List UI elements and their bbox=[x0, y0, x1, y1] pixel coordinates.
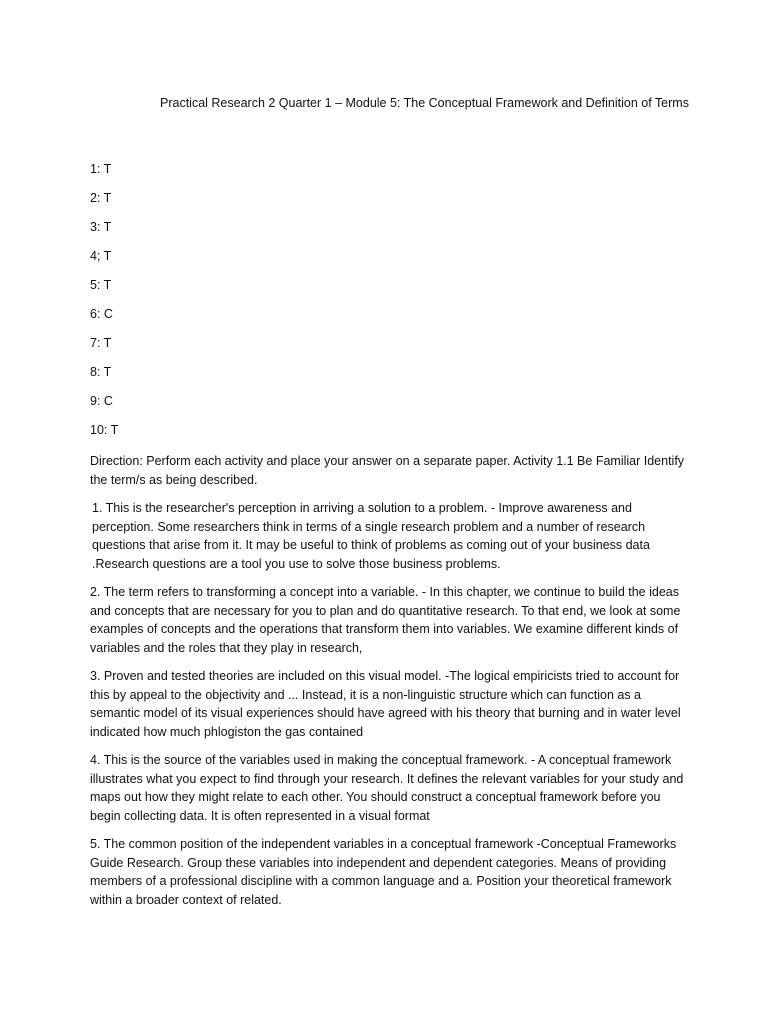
question-text: 1. This is the researcher's perception in arriving a solution to a problem. - Improve awareness and perception. Some researchers think in terms of a single research problem and a number of research questions that arise from it. It may be useful to think of problems as coming out of your business data .Research questions are a tool you use to solve those business problems. bbox=[92, 501, 650, 571]
document-title: Practical Research 2 Quarter 1 – Module 5: The Conceptual Framework and Definition of Terms bbox=[160, 96, 689, 110]
question-item bbox=[90, 583, 690, 657]
answer-item: 7: T bbox=[90, 336, 112, 350]
question-item bbox=[90, 751, 690, 825]
answer-item: 2: T bbox=[90, 191, 112, 205]
answer-item: 10: T bbox=[90, 423, 119, 437]
activity-direction: Direction: Perform each activity and place your answer on a separate paper. Activity 1.1 Be Familiar Identify the term/s as being described. bbox=[90, 454, 685, 487]
question-text: 3. Proven and tested theories are included on this visual model. -The logical empiricists tried to account for this by appeal to the objectivity and ... Instead, it is a non-linguistic structure which can function as a semantic model of its visual experiences should have agreed with his theory that burning and in water level indicated how much phlogiston the gas contained bbox=[90, 669, 681, 739]
question-text: 2. The term refers to transforming a concept into a variable. - In this chapter, we continue to build the ideas and concepts that are necessary for you to plan and do quantitative research. To that end, we look at some examples of concepts and the operations that transform them into variables. We examine different kinds of variables and the roles that they play in research, bbox=[90, 585, 681, 655]
question-text: 5. The common position of the independent variables in a conceptual framework -Conceptual Frameworks Guide Research. Group these variables into independent and dependent categories. Means of providing members of a professional discipline with a common language and a. Position your theoretical framework within a broader context of related. bbox=[90, 837, 677, 907]
answer-key-list bbox=[90, 160, 690, 450]
answer-item: 1: T bbox=[90, 162, 112, 176]
question-item bbox=[90, 667, 690, 741]
question-item bbox=[90, 499, 690, 573]
answer-item: 4; T bbox=[90, 249, 112, 263]
question-text: 4. This is the source of the variables used in making the conceptual framework. - A conceptual framework illustrates what you expect to find through your research. It defines the relevant variables for your study and maps out how they might relate to each other. You should construct a conceptual framework before you begin collecting data. It is often represented in a visual format bbox=[90, 753, 684, 823]
answer-item: 9: C bbox=[90, 394, 113, 408]
answer-item: 3: T bbox=[90, 220, 112, 234]
answer-item: 8: T bbox=[90, 365, 112, 379]
document-page bbox=[90, 94, 690, 909]
answer-item: 6: C bbox=[90, 307, 113, 321]
question-item bbox=[90, 835, 690, 909]
answer-item: 5: T bbox=[90, 278, 112, 292]
